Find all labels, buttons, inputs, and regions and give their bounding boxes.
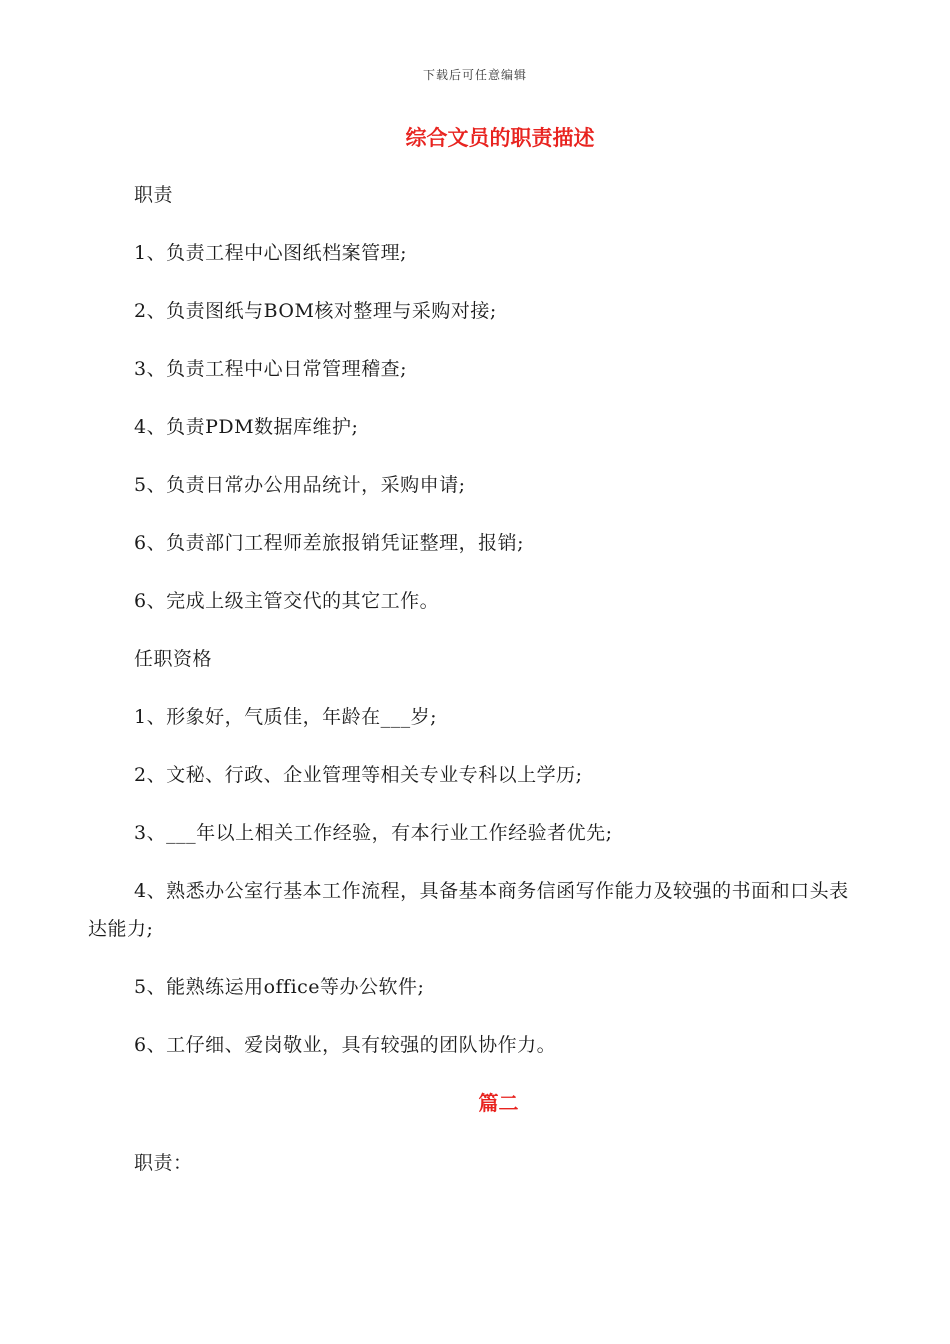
duty-item-6: 6、负责部门工程师差旅报销凭证整理，报销; <box>134 532 524 554</box>
document-title: 综合文员的职责描述 <box>405 126 595 150</box>
duties-heading: 职责 <box>134 184 174 206</box>
document-body <box>88 176 863 1202</box>
qualification-item-5: 5、能熟练运用office等办公软件; <box>134 976 425 998</box>
duty-item-1: 1、负责工程中心图纸档案管理; <box>134 242 407 264</box>
duty-item-3: 3、负责工程中心日常管理稽查; <box>134 358 407 380</box>
qualification-item-2: 2、文秘、行政、企业管理等相关专业专科以上学历; <box>134 764 583 786</box>
qualification-item-1: 1、形象好，气质佳，年龄在___岁; <box>134 706 437 728</box>
header-note: 下载后可任意编辑 <box>422 68 527 82</box>
qualification-item-6: 6、工仔细、爱岗敬业，具有较强的团队协作力。 <box>134 1034 557 1056</box>
qualifications-heading: 任职资格 <box>134 648 213 670</box>
section-two-title: 篇二 <box>478 1091 519 1115</box>
duty-item-4: 4、负责PDM数据库维护; <box>134 416 359 438</box>
qualification-item-3: 3、___年以上相关工作经验，有本行业工作经验者优先; <box>134 822 613 844</box>
section-two-duties-heading: 职责： <box>134 1152 193 1174</box>
duty-item-5: 5、负责日常办公用品统计，采购申请; <box>134 474 466 496</box>
qualification-item-4: 4、熟悉办公室行基本工作流程，具备基本商务信函写作能力及较强的书面和口头表达能力; <box>88 880 849 940</box>
duty-item-7: 6、完成上级主管交代的其它工作。 <box>134 590 440 612</box>
duty-item-2: 2、负责图纸与BOM核对整理与采购对接; <box>134 300 497 322</box>
